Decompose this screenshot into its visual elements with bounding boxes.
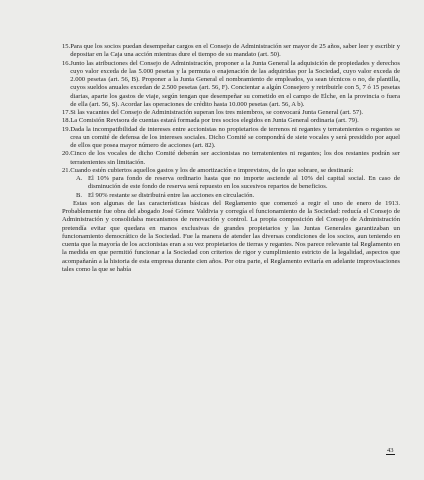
item-text: Si las vacantes del Consejo de Administración superan los tres miembros, se convocará Junta General (art. 57). [70, 109, 364, 116]
item-text: Para que los socios puedan desempeñar cargos en el Consejo de Administración ser mayor de 25 años, saber leer y escribir y depositar en la Caja una acción mientras dure el tiempo de su mandato (art. 50). [70, 43, 400, 59]
list-item [62, 43, 400, 60]
body-text [62, 43, 400, 274]
item-text: Junto las atribuciones del Consejo de Administración, proponer a la Junta General la adquisición de propiedades y derechos cuyo valor exceda de las 5.000 pesetas y la permuta o enajenación de las adquiridas por la Sociedad, cuyo valor exceda de 2.000 pesetas (art. 56, B). Proponer a la Junta General el nombramiento de empleados, ya sean técnicos o no, de plantilla, cuyos sueldos anuales excedan de 2.500 pesetas (art. 56, F). Concientar a algún Consejero y retribuirle con 5, 7 ó 15 pesetas diarias, aparte los gastos de viaje, según tengan que desempeñar su cometido en el campo de Elche, en la provincia o fuera de ella (art. 56, S). Acordar las operaciones de crédito hasta 10.000 pesetas (art. 56, A b). [70, 59, 400, 108]
item-number: 20. [62, 150, 71, 158]
list-item [62, 167, 400, 175]
sub-item-text: El 90% restante se distribuirá entre las acciones en circulación. [88, 191, 255, 199]
page-number: 43 [387, 447, 394, 454]
item-text: Dada la incompatibilidad de intereses entre accionistas no propietarios de terrenos ni regantes y terratenientes o regantes se crea un comité de defensa de los intereses sociales. Dicho Comité se compondrá de siete vocales y será presidido por aquel de ellos que posea mayor número de acciones (art. 82). [70, 125, 400, 149]
item-number: 19. [62, 125, 71, 133]
item-text: Cuando estén cubiertos aquellos gastos y los de amortización e imprevistos, de lo que sobrare, se destinará: [70, 166, 354, 174]
item-number: 15. [62, 43, 71, 50]
item-number: 17. [62, 109, 71, 116]
item-text: Cinco de los vocales de dicho Comité deberán ser accionistas no terratenientes ni regantes; los dos restantes podrán ser terratenientes sin limitación. [70, 150, 400, 166]
list-item [62, 109, 400, 117]
item-number: 21. [62, 166, 71, 174]
body-paragraph: Estas son algunas de las características básicas del Reglamento que comenzó a regir el uno de enero de 1913. Probablemente fue obra del abogado José Gómez Valdivia y corregía el funcionamiento de la Sociedad: reducía el Consejo de Administración y consolidaba mecanismos de renovación y control. La propia composición del Consejo de Administración pretendía evitar que quedara en manos exclusivas de grandes propietarios y las Juntas Generales garantizaban un funcionamiento democrático de la Sociedad. Fue la manera de atender las diversas condiciones de los socios, aun teniendo en cuenta que la mayoría de los accionistas eran a su vez propietarios de tierras y regantes. Nos parece relevante tal Reglamento en la medida en que permitió funcionar a la Sociedad con criterios de rigor y cumplimiento estricto de la legalidad, aspectos que acompañarán a la historia de esta empresa durante cien años. Por otra parte, el Reglamento evitaría en adelante improvisaciones tales como la que se había [62, 199, 400, 273]
sub-item-label: A. [76, 175, 83, 182]
item-number: 18. [62, 117, 71, 125]
item-text: La Comisión Revisora de cuentas estará formada por tres socios elegidos en Junta General ordinaria (art. 79). [70, 117, 359, 125]
sub-item-label: B. [76, 191, 83, 199]
sub-item [62, 175, 400, 192]
item-number: 16. [62, 59, 71, 67]
sub-item [62, 192, 400, 200]
list-item [62, 60, 400, 110]
sub-item-text: El 10% para fondo de reserva ordinario hasta que no importe asciende al 10% del capital social. En caso de disminución de este fondo de reserva será repuesto en los sucesivos repartos de beneficios. [88, 175, 400, 191]
list-item [62, 126, 400, 151]
list-item [62, 150, 400, 167]
list-item [62, 117, 400, 125]
